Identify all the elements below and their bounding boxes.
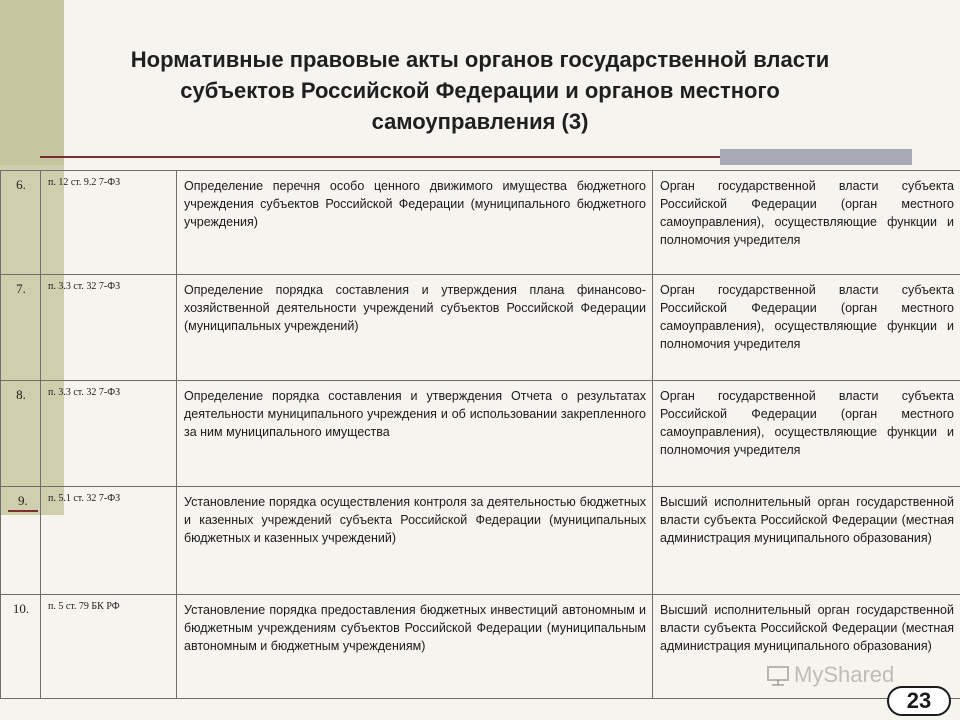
table-row: [1, 275, 960, 381]
page-number-badge: [887, 686, 951, 716]
law-reference: п. 12 ст. 9.2 7-ФЗ: [41, 171, 177, 275]
law-reference: п. 3.3 ст. 32 7-ФЗ: [41, 381, 177, 487]
responsible-authority: Орган государственной власти субъекта Российской Федерации (орган местного самоуправления), осуществляющие функции и полномочия учредителя: [653, 381, 960, 487]
law-reference: п. 3.3 ст. 32 7-ФЗ: [41, 275, 177, 381]
title-line-3: самоуправления (3): [371, 109, 589, 134]
act-subject: Установление порядка предоставления бюджетных инвестиций автономным и бюджетным учреждениям субъектов Российской Федерации (муниципальным автономным и бюджетным учреждениям): [177, 595, 653, 699]
act-subject: Установление порядка осуществления контроля за деятельностью бюджетных и казенных учреждений субъекта Российской Федерации (муниципальных бюджетных и казенных учреждений): [177, 487, 653, 595]
table-row: [1, 381, 960, 487]
side-band-top: [0, 0, 64, 165]
responsible-authority: Орган государственной власти субъекта Российской Федерации (орган местного самоуправления), осуществляющие функции и полномочия учредителя: [653, 275, 960, 381]
title-line-2: субъектов Российской Федерации и органов местного: [180, 78, 780, 103]
table-row: [1, 487, 960, 595]
watermark-text: MyShared: [794, 662, 895, 687]
act-subject: Определение перечня особо ценного движимого имущества бюджетного учреждения субъектов Российской Федерации (муниципального бюджетного учреждения): [177, 171, 653, 275]
act-subject: Определение порядка составления и утверждения плана финансово-хозяйственной деятельности учреждений субъектов Российской Федерации (муниципальных учреждений): [177, 275, 653, 381]
responsible-authority: Высший исполнительный орган государственной власти субъекта Российской Федерации (местная администрация муниципального образования): [653, 595, 960, 699]
title-accent-bar: [720, 149, 912, 165]
responsible-authority: Орган государственной власти субъекта Российской Федерации (орган местного самоуправления), осуществляющие функции и полномочия учредителя: [653, 171, 960, 275]
page-number: 23: [906, 688, 932, 713]
table-row: [1, 171, 960, 275]
presentation-icon: [766, 665, 790, 687]
row-number: 7.: [1, 275, 41, 381]
row-number: 8.: [1, 381, 41, 487]
row-number: 6.: [1, 171, 41, 275]
law-reference: п. 5.1 ст. 32 7-ФЗ: [41, 487, 177, 595]
row-number: 10.: [1, 595, 41, 699]
law-reference: п. 5 ст. 79 БК РФ: [41, 595, 177, 699]
act-subject: Определение порядка составления и утверждения Отчета о результатах деятельности муниципального учреждения и об использовании закрепленного за ним муниципального имущества: [177, 381, 653, 487]
row-number: 9.: [1, 487, 41, 595]
watermark: [766, 662, 894, 688]
responsible-authority: Высший исполнительный орган государственной власти субъекта Российской Федерации (местная администрация муниципального образования): [653, 487, 960, 595]
acts-table: [0, 170, 960, 699]
page-title: [70, 44, 890, 137]
title-line-1: Нормативные правовые акты органов государственной власти: [130, 47, 830, 72]
